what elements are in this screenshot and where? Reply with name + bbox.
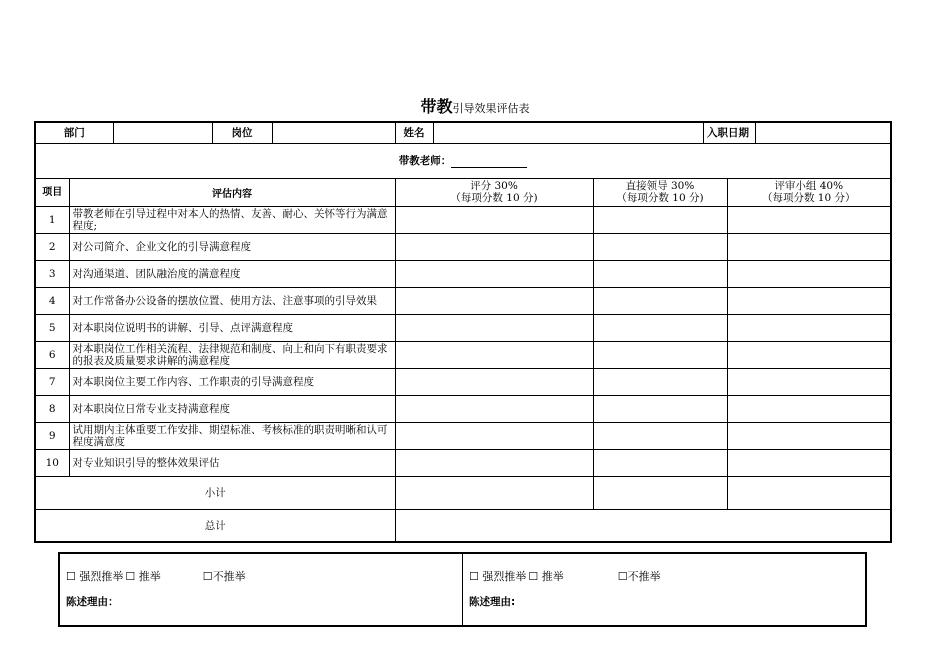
recommendation-left	[60, 554, 462, 625]
panel-cell[interactable]	[727, 260, 891, 287]
subtotal-leader-cell[interactable]	[593, 476, 727, 509]
col-content: 评估内容	[69, 178, 395, 206]
evaluation-table	[34, 121, 892, 543]
recommend-options	[66, 568, 248, 584]
col-panel-line2: （每项分数 10 分）	[761, 192, 856, 204]
item-text: 对本职岗位工作相关流程、法律规范和制度、向上和向下有职责要求的报表及质量要求讲解的满意程度	[69, 341, 395, 368]
reason-label: 陈述理由:	[469, 596, 516, 608]
score-cell[interactable]	[395, 233, 593, 260]
item-row	[35, 449, 891, 476]
item-text: 对本职岗位主要工作内容、工作职责的引导满意程度	[69, 368, 395, 395]
item-row	[35, 233, 891, 260]
item-no: 6	[35, 341, 69, 368]
subtotal-row	[35, 476, 891, 509]
panel-cell[interactable]	[727, 233, 891, 260]
item-no: 4	[35, 287, 69, 314]
leader-cell[interactable]	[593, 314, 727, 341]
post-field[interactable]	[272, 122, 395, 143]
item-row	[35, 287, 891, 314]
item-row	[35, 368, 891, 395]
item-no: 3	[35, 260, 69, 287]
strong-recommend-checkbox[interactable]: ☐ 强烈推举	[469, 570, 527, 583]
recommend-options	[469, 568, 663, 584]
score-cell[interactable]	[395, 314, 593, 341]
item-text: 对公司简介、企业文化的引导满意程度	[69, 233, 395, 260]
item-text: 试用期内主体重要工作安排、期望标准、考核标准的职责明晰和认可程度满意度	[69, 422, 395, 449]
leader-cell[interactable]	[593, 422, 727, 449]
leader-cell[interactable]	[593, 260, 727, 287]
teacher-row	[35, 143, 891, 178]
leader-cell[interactable]	[593, 233, 727, 260]
total-label: 总计	[35, 509, 395, 542]
recommendation-box	[58, 552, 867, 627]
total-cell[interactable]	[395, 509, 891, 542]
recommend-checkbox[interactable]: ☐ 推举	[528, 570, 564, 583]
item-text: 对沟通渠道、团队融治度的满意程度	[69, 260, 395, 287]
form-title	[0, 94, 950, 117]
panel-cell[interactable]	[727, 206, 891, 233]
teacher-field[interactable]	[451, 155, 527, 168]
score-cell[interactable]	[395, 368, 593, 395]
subtotal-label: 小计	[35, 476, 395, 509]
score-cell[interactable]	[395, 260, 593, 287]
subtotal-panel-cell[interactable]	[727, 476, 891, 509]
title-main: 带教	[420, 97, 453, 116]
item-row	[35, 395, 891, 422]
panel-cell[interactable]	[727, 341, 891, 368]
recommend-checkbox[interactable]: ☐ 推举	[125, 570, 161, 583]
not-recommend-checkbox[interactable]: ☐不推举	[202, 570, 246, 583]
recommendation-right	[462, 554, 865, 625]
total-row	[35, 509, 891, 542]
col-panel	[727, 178, 891, 206]
post-label: 岗位	[212, 122, 272, 143]
leader-cell[interactable]	[593, 395, 727, 422]
dept-label: 部门	[35, 122, 113, 143]
leader-cell[interactable]	[593, 206, 727, 233]
item-no: 10	[35, 449, 69, 476]
name-field[interactable]	[433, 122, 703, 143]
leader-cell[interactable]	[593, 341, 727, 368]
subtotal-score-cell[interactable]	[395, 476, 593, 509]
item-text: 对本职岗位说明书的讲解、引导、点评满意程度	[69, 314, 395, 341]
item-no: 9	[35, 422, 69, 449]
item-no: 2	[35, 233, 69, 260]
score-cell[interactable]	[395, 395, 593, 422]
col-score	[395, 178, 593, 206]
col-score-line2: （每项分数 10 分)	[450, 192, 538, 204]
item-text: 对工作常备办公设备的摆放位置、使用方法、注意事项的引导效果	[69, 287, 395, 314]
col-leader-line1: 直接领导 30%	[625, 180, 695, 192]
item-no: 8	[35, 395, 69, 422]
leader-cell[interactable]	[593, 449, 727, 476]
item-text: 对专业知识引导的整体效果评估	[69, 449, 395, 476]
panel-cell[interactable]	[727, 287, 891, 314]
score-cell[interactable]	[395, 206, 593, 233]
col-leader-line2: （每项分数 10 分)	[616, 192, 704, 204]
strong-recommend-checkbox[interactable]: ☐ 强烈推举	[66, 570, 124, 583]
entry-date-label: 入职日期	[703, 122, 755, 143]
panel-cell[interactable]	[727, 314, 891, 341]
col-item: 项目	[35, 178, 69, 206]
score-cell[interactable]	[395, 287, 593, 314]
name-label: 姓名	[395, 122, 433, 143]
entry-date-field[interactable]	[755, 122, 891, 143]
col-leader	[593, 178, 727, 206]
teacher-label: 带教老师：	[398, 155, 452, 167]
col-panel-line1: 评审小组 40%	[774, 180, 844, 192]
panel-cell[interactable]	[727, 449, 891, 476]
item-row	[35, 341, 891, 368]
panel-cell[interactable]	[727, 395, 891, 422]
not-recommend-checkbox[interactable]: ☐不推举	[617, 570, 661, 583]
score-cell[interactable]	[395, 449, 593, 476]
panel-cell[interactable]	[727, 422, 891, 449]
item-no: 1	[35, 206, 69, 233]
score-cell[interactable]	[395, 422, 593, 449]
score-cell[interactable]	[395, 341, 593, 368]
col-score-line1: 评分 30%	[470, 180, 518, 192]
item-text: 带教老师在引导过程中对本人的热情、友善、耐心、关怀等行为满意程度;	[69, 206, 395, 233]
item-row	[35, 422, 891, 449]
item-text: 对本职岗位日常专业支持满意程度	[69, 395, 395, 422]
item-row	[35, 260, 891, 287]
item-row	[35, 206, 891, 233]
leader-cell[interactable]	[593, 368, 727, 395]
item-row	[35, 314, 891, 341]
info-header-row	[35, 122, 891, 143]
panel-cell[interactable]	[727, 368, 891, 395]
item-no: 7	[35, 368, 69, 395]
title-sub: 引导效果评估表	[452, 102, 530, 115]
leader-cell[interactable]	[593, 287, 727, 314]
item-no: 5	[35, 314, 69, 341]
dept-field[interactable]	[113, 122, 212, 143]
reason-label: 陈述理由：	[66, 596, 119, 608]
column-header-row	[35, 178, 891, 206]
